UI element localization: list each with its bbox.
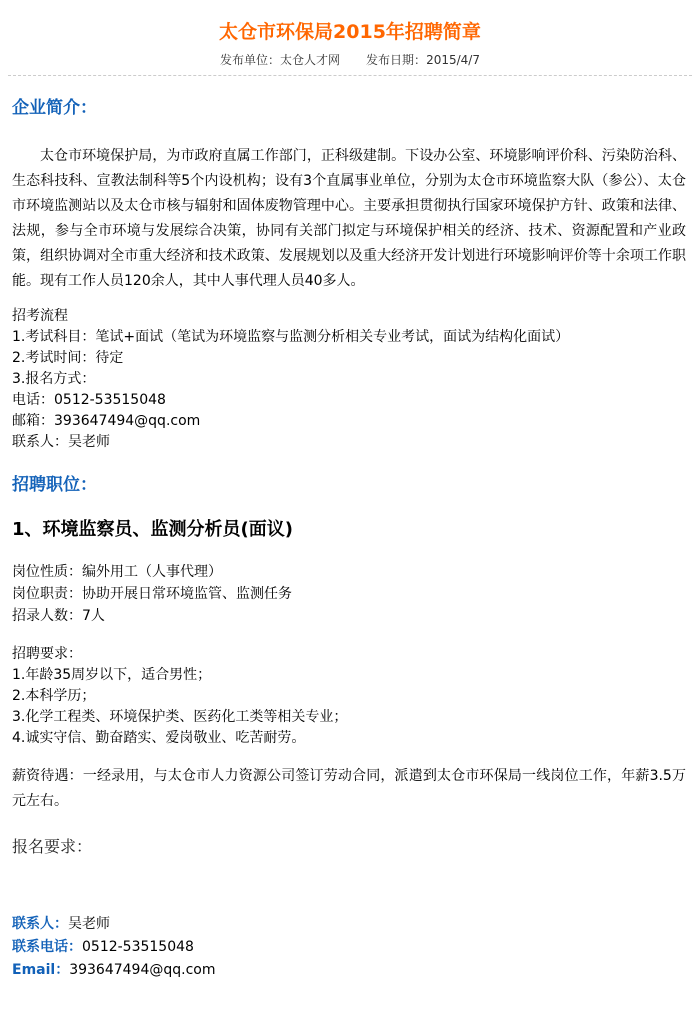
job-detail-headcount: 招录人数：7人: [12, 608, 105, 624]
job-requirement-item: 2.本科学历；: [12, 688, 96, 704]
contact-phone-row: [12, 936, 688, 959]
company-intro-paragraph: 太仓市环境保护局，为市政府直属工作部门，正科级建制。下设办公室、环境影响评价科、污染防治科、生态科技科、宣教法制科等5个内设机构；设有3个直属事业单位，分别为太仓市环境监察大队（参公）、太仓市环境监测站以及太仓市核与辐射和固体废物管理中心。主要承担贯彻执行国家环境保护方针、政策和法律、法规，参与全市环境与发展综合决策，协同有关部门拟定与环境保护相关的经济、技术、资源配置和产业政策，组织协调对全市重大经济和技术政策、发展规划以及重大经济开发计划进行环境影响评价等十余项工作职能。现有工作人员120余人，其中人事代理人员40多人。: [12, 148, 686, 289]
publisher-label: 发布单位：: [220, 53, 281, 67]
exam-process-line: 1.考试科目：笔试+面试（笔试为环境监察与监测分析相关专业考试，面试为结构化面试）: [12, 329, 570, 345]
exam-process-phone: 电话：0512-53515048: [12, 392, 166, 408]
dashed-divider: [8, 75, 692, 76]
publish-date-value: 2015/4/7: [426, 53, 480, 67]
contact-phone-value: 0512-53515048: [82, 939, 194, 955]
contact-email-row: [12, 959, 688, 982]
contact-block: [12, 913, 688, 982]
exam-process-line: 2.考试时间：待定: [12, 350, 124, 366]
contact-person-value: 吴老师: [68, 916, 110, 932]
recruitment-notice-page: [0, 20, 700, 982]
exam-process-title: 招考流程: [12, 308, 68, 324]
exam-process-block: [12, 306, 686, 453]
salary-paragraph: 薪资待遇：一经录用，与太仓市人力资源公司签订劳动合同，派遣到太仓市环保局一线岗位工作，年薪3.5万元左右。: [12, 768, 686, 809]
job-detail-block: [12, 561, 686, 627]
contact-person-label: 联系人：: [12, 916, 68, 932]
job-detail-duty: 岗位职责：协助开展日常环境监管、监测任务: [12, 586, 292, 602]
section-heading-apply: 报名要求：: [12, 837, 93, 856]
publish-date-label: 发布日期：: [366, 53, 427, 67]
job-requirement-item: 3.化学工程类、环境保护类、医药化工类等相关专业；: [12, 709, 348, 725]
section-heading-company-intro: 企业简介：: [12, 98, 97, 118]
contact-person-row: [12, 913, 688, 936]
job-requirement-item: 1.年龄35周岁以下，适合男性；: [12, 667, 212, 683]
job-requirement-item: 4.诚实守信、勤奋踏实、爱岗敬业、吃苦耐劳。: [12, 730, 306, 746]
job-detail-nature: 岗位性质：编外用工（人事代理）: [12, 564, 222, 580]
section-heading-positions: 招聘职位：: [12, 475, 97, 495]
exam-process-email: 邮箱：393647494@qq.com: [12, 413, 201, 429]
publisher-value: 太仓人才网: [280, 53, 341, 67]
publish-meta: [0, 53, 700, 67]
job-requirements-title: 招聘要求：: [12, 646, 82, 662]
contact-email-value: 393647494@qq.com: [69, 962, 216, 978]
job-title: 1、环境监察员、监测分析员(面议): [12, 519, 293, 540]
contact-phone-label: 联系电话：: [12, 939, 82, 955]
job-requirements-block: [12, 644, 686, 749]
contact-email-label: Email：: [12, 962, 70, 978]
page-title: 太仓市环保局2015年招聘简章: [219, 21, 481, 43]
exam-process-line: 3.报名方式：: [12, 371, 96, 387]
exam-process-contact: 联系人：吴老师: [12, 434, 110, 450]
